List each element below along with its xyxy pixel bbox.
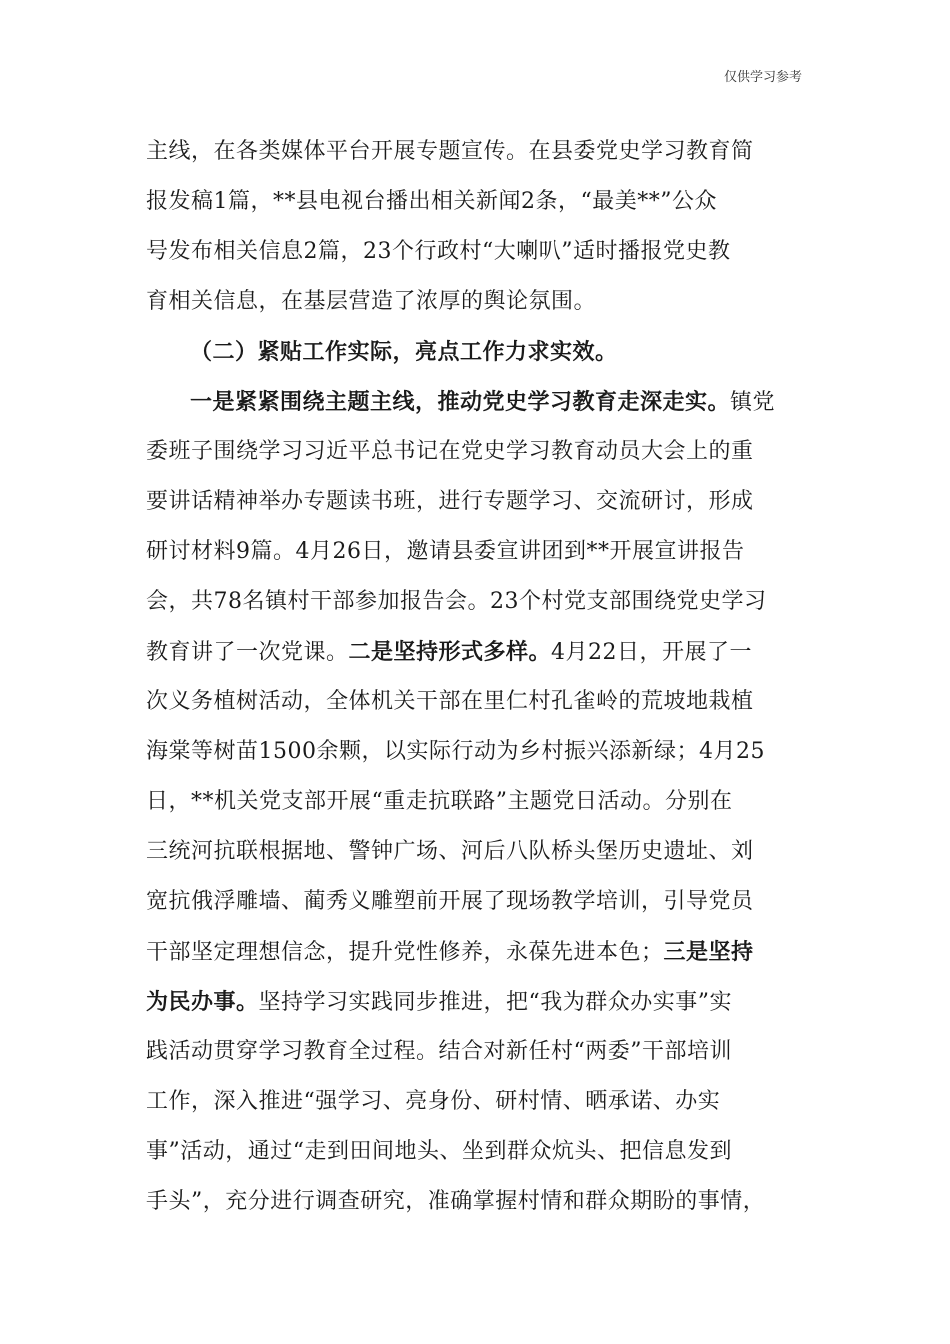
page-header: 仅供学习参考 (723, 70, 802, 85)
paragraph-line: 事”活动，通过“走到田间地头、坐到群众炕头、把信息发到 (146, 1139, 732, 1164)
paragraph-line (190, 387, 860, 417)
paragraph-line: 要讲话精神举办专题读书班，进行专题学习、交流研讨，形成 (146, 489, 754, 514)
paragraph-line: 海棠等树苗1500余颗，以实际行动为乡村振兴添新绿；4月25 (146, 739, 765, 764)
line-text: 教育讲了一次党课。 (146, 640, 349, 665)
bold-phrase: 三是坚持 (663, 939, 754, 965)
bold-phrase: 为民办事。 (146, 989, 259, 1015)
paragraph-line: 报发稿1篇，**县电视台播出相关新闻2条，“最美**”公众 (146, 189, 717, 214)
bold-phrase: 二是坚持形式多样。 (348, 639, 552, 665)
paragraph-line: 日，**机关党支部开展“重走抗联路”主题党日活动。分别在 (146, 789, 733, 814)
paragraph-line: 宽抗俄浮雕墙、蔺秀义雕塑前开展了现场教学培训，引导党员 (146, 889, 754, 914)
line-text: 镇党 (730, 390, 776, 415)
paragraph-line: 育相关信息，在基层营造了浓厚的舆论氛围。 (146, 289, 597, 314)
bold-phrase: 一是紧紧围绕主题主线，推动党史学习教育走深走实。 (190, 389, 731, 415)
line-text: 4月22日，开展了一 (551, 640, 753, 665)
paragraph-line (146, 987, 816, 1017)
paragraph-line: 会，共78名镇村干部参加报告会。23个村党支部围绕党史学习 (146, 589, 767, 614)
paragraph-line: 委班子围绕学习习近平总书记在党史学习教育动员大会上的重 (146, 439, 754, 464)
paragraph-line: 主线，在各类媒体平台开展专题宣传。在县委党史学习教育简 (146, 139, 754, 164)
section-heading: （二）紧贴工作实际，亮点工作力求实效。 (190, 339, 618, 365)
paragraph-line: 手头”，充分进行调查研究，准确掌握村情和群众期盼的事情， (146, 1189, 766, 1214)
paragraph-line: 工作，深入推进“强学习、亮身份、研村情、晒承诺、办实 (146, 1089, 721, 1114)
paragraph-line (146, 937, 816, 967)
paragraph-line: 三统河抗联根据地、警钟广场、河后八队桥头堡历史遗址、刘 (146, 839, 754, 864)
line-text: 坚持学习实践同步推进，把“我为群众办实事”实 (258, 990, 733, 1015)
line-text: 干部坚定理想信念，提升党性修养，永葆先进本色； (146, 940, 664, 965)
paragraph-line: 次义务植树活动，全体机关干部在里仁村孔雀岭的荒坡地栽植 (146, 689, 754, 714)
paragraph-line: 践活动贯穿学习教育全过程。结合对新任村“两委”干部培训 (146, 1039, 732, 1064)
paragraph-line: 研讨材料9篇。4月26日，邀请县委宣讲团到**开展宣讲报告 (146, 539, 745, 564)
paragraph-line: 号发布相关信息2篇，23个行政村“大喇叭”适时播报党史教 (146, 239, 731, 264)
paragraph-line (146, 637, 816, 667)
